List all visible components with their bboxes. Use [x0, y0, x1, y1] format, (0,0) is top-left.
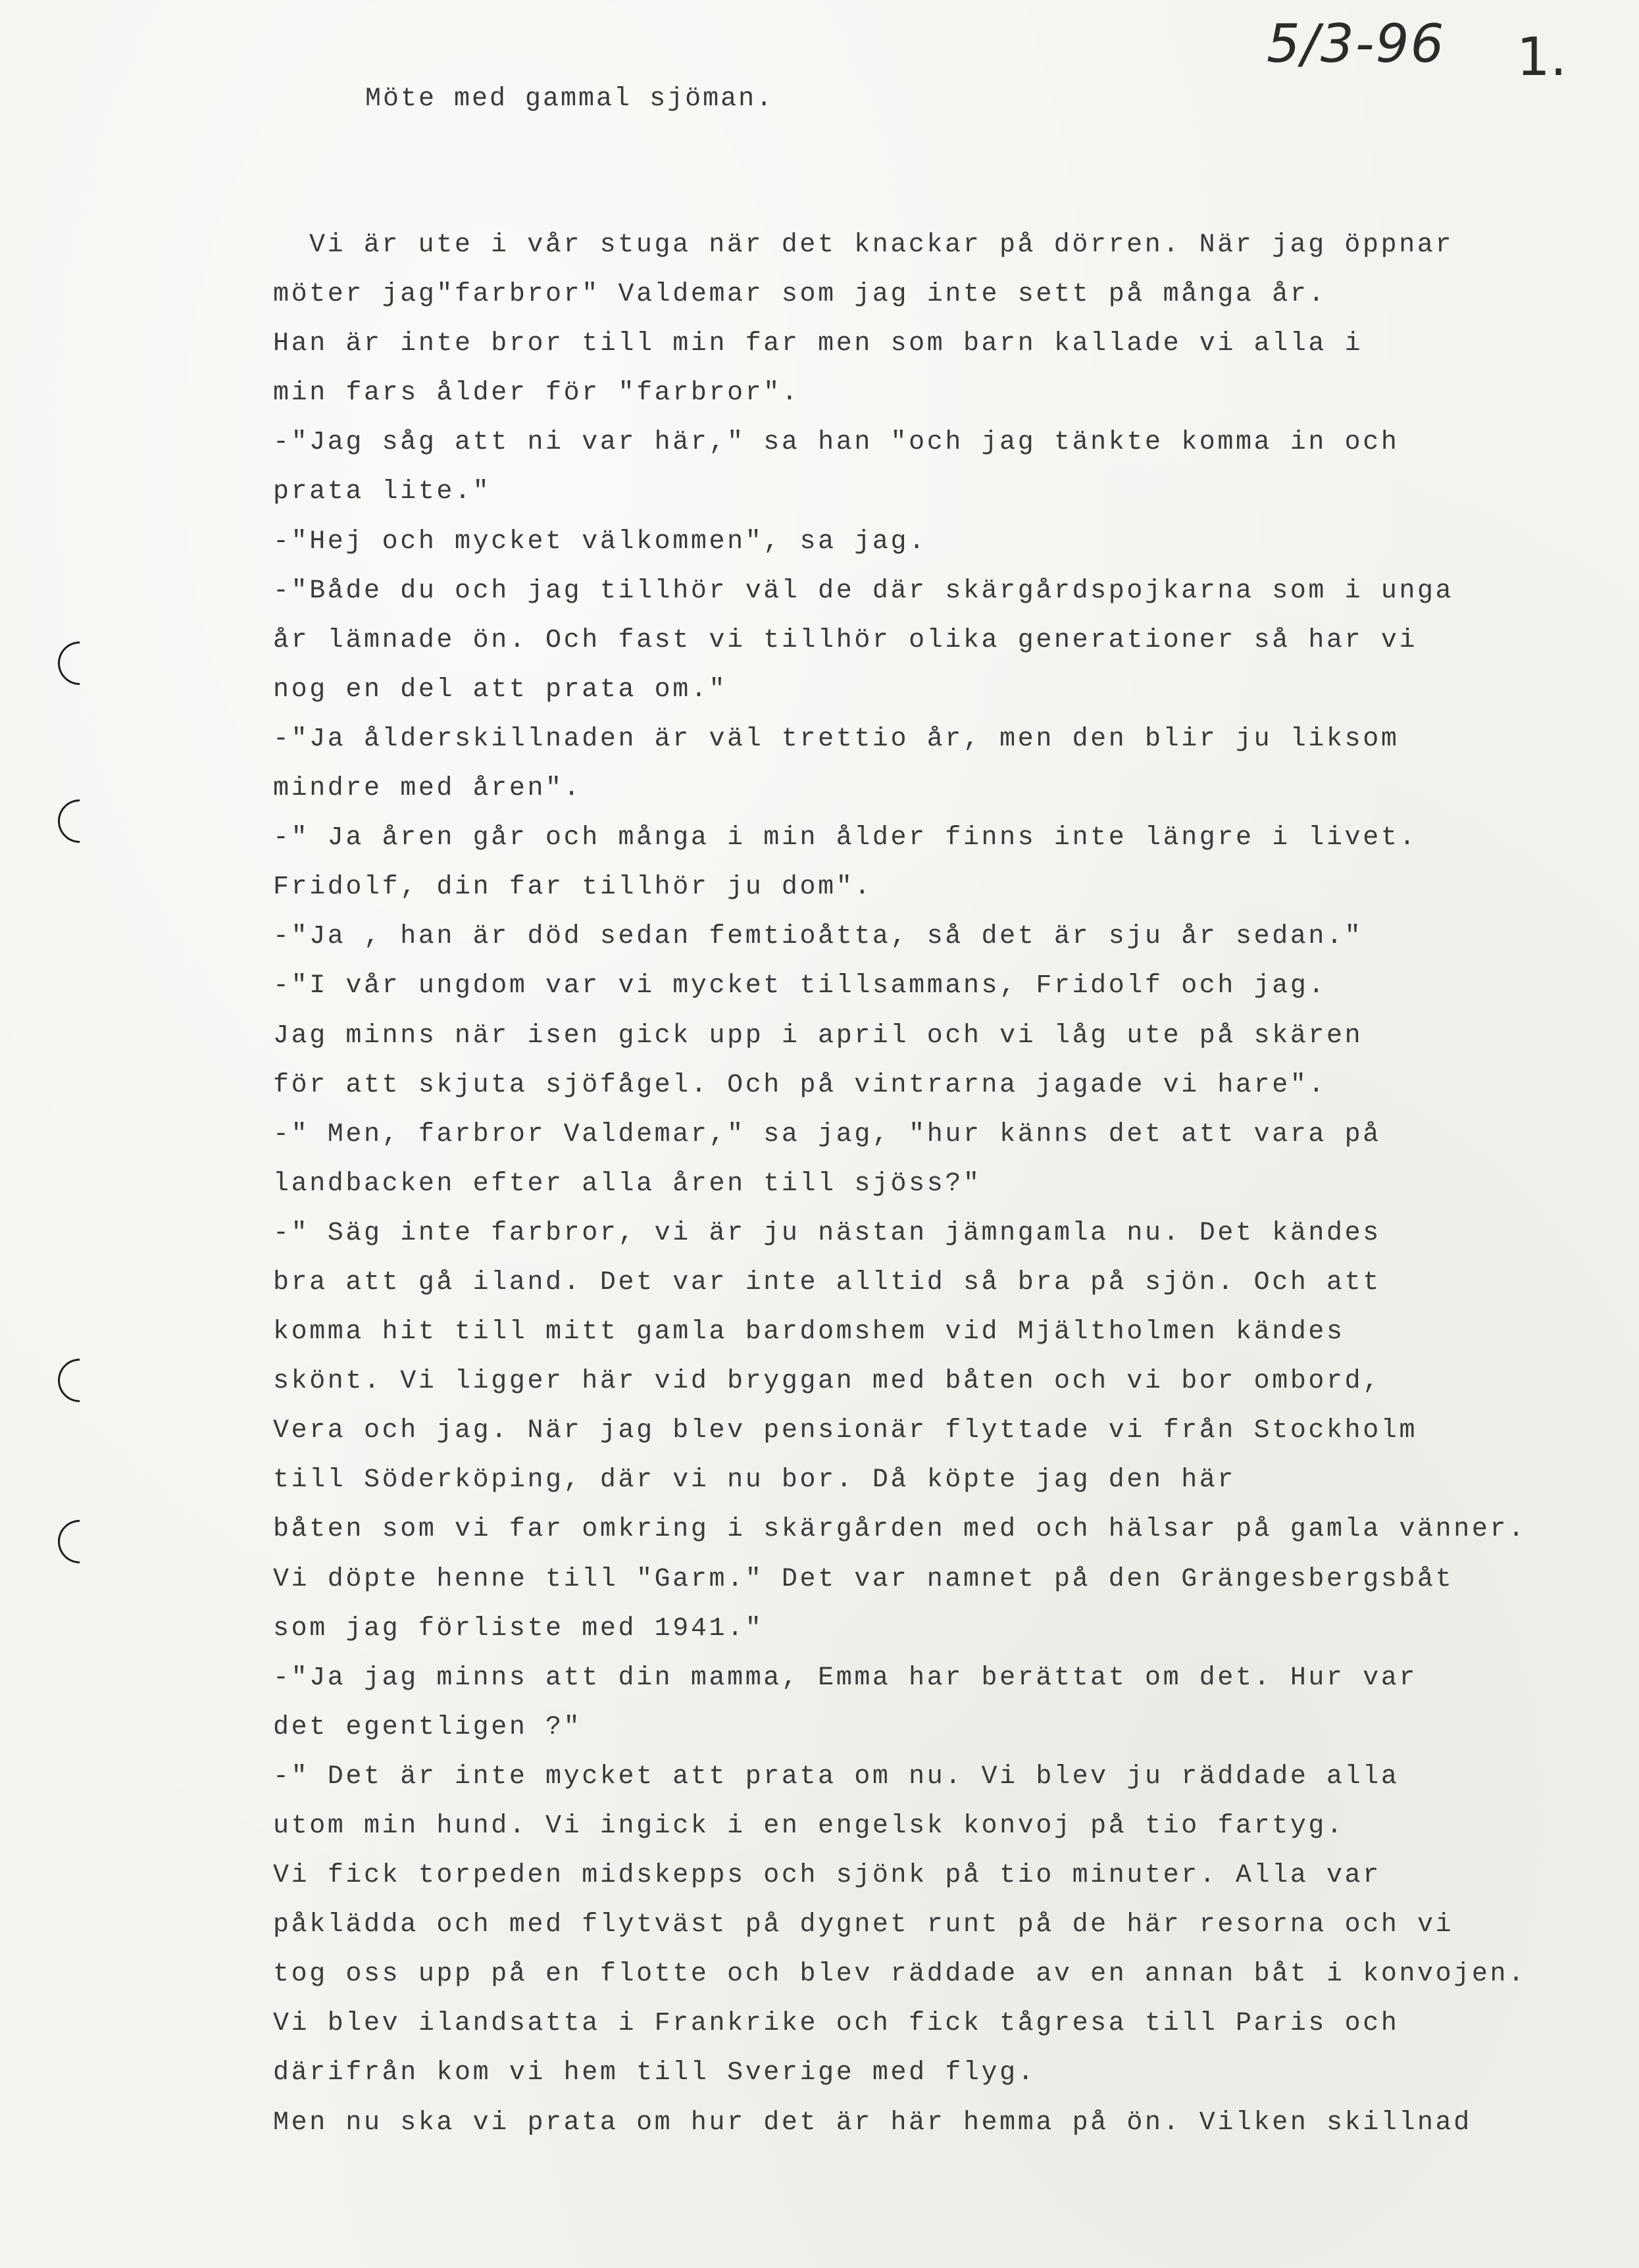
text-line: -"Både du och jag tillhör väl de där skärgårdspojkarna som i unga: [273, 576, 1454, 606]
text-line: -" Men, farbror Valdemar," sa jag, "hur känns det att vara på: [273, 1119, 1381, 1149]
text-line: utom min hund. Vi ingick i en engelsk konvoj på tio fartyg.: [273, 1811, 1345, 1841]
punch-hole: [49, 790, 110, 851]
text-line: -"I vår ungdom var vi mycket tillsammans, Fridolf och jag.: [273, 971, 1327, 1001]
punch-hole: [49, 1511, 110, 1572]
typed-body-text: [273, 220, 1556, 2148]
punch-hole: [49, 1349, 110, 1411]
text-line: min fars ålder för "farbror".: [273, 378, 800, 409]
text-line: påklädda och med flytväst på dygnet runt på de här resorna och vi: [273, 1910, 1454, 1940]
text-line: Han är inte bror till min far men som barn kallade vi alla i: [273, 329, 1363, 359]
text-line: -"Ja , han är död sedan femtioåtta, så det är sju år sedan.": [273, 922, 1363, 952]
text-line: Vi är ute i vår stuga när det knackar på dörren. När jag öppnar: [309, 230, 1454, 260]
handwritten-date: 5/3-96: [1267, 13, 1446, 74]
text-line: mindre med åren".: [273, 774, 582, 804]
text-line: komma hit till mitt gamla bardomshem vid Mjältholmen kändes: [273, 1317, 1345, 1348]
text-line: tog oss upp på en flotte och blev räddade av en annan båt i konvojen.: [273, 1959, 1526, 1990]
text-line: Vi blev ilandsatta i Frankrike och fick tågresa till Paris och: [273, 2009, 1399, 2039]
text-line: som jag förliste med 1941.": [273, 1613, 764, 1644]
text-line: prata lite.": [273, 477, 492, 507]
text-line: år lämnade ön. Och fast vi tillhör olika generationer så har vi: [273, 625, 1418, 655]
text-line: -"Ja ålderskillnaden är väl trettio år, men den blir ju liksom: [273, 724, 1399, 754]
text-line: båten som vi far omkring i skärgården med och hälsar på gamla vänner.: [273, 1515, 1526, 1545]
text-line: Vi döpte henne till "Garm." Det var namnet på den Grängesbergsbåt: [273, 1564, 1454, 1594]
text-line: -" Det är inte mycket att prata om nu. Vi blev ju räddade alla: [273, 1761, 1399, 1792]
text-line: möter jag"farbror" Valdemar som jag inte sett på många år.: [273, 280, 1327, 310]
text-line: -"Hej och mycket välkommen", sa jag.: [273, 526, 927, 557]
text-line: nog en del att prata om.": [273, 674, 728, 705]
text-line: -"Jag såg att ni var här," sa han "och jag tänkte komma in och: [273, 428, 1399, 458]
text-line: skönt. Vi ligger här vid bryggan med båten och vi bor ombord,: [273, 1367, 1381, 1397]
text-line: Men nu ska vi prata om hur det är här hemma på ön. Vilken skillnad: [273, 2107, 1472, 2138]
text-line: bra att gå iland. Det var inte alltid så bra på sjön. Och att: [273, 1267, 1381, 1298]
handwritten-page-number: 1.: [1517, 26, 1567, 88]
text-line: Jag minns när isen gick upp i april och vi låg ute på skären: [273, 1021, 1363, 1051]
text-line: -" Säg inte farbror, vi är ju nästan jämngamla nu. Det kändes: [273, 1218, 1381, 1248]
text-line: landbacken efter alla åren till sjöss?": [273, 1169, 982, 1199]
punch-hole: [49, 632, 110, 693]
text-line: Vi fick torpeden midskepps och sjönk på tio minuter. Alla var: [273, 1861, 1381, 1891]
text-line: Vera och jag. När jag blev pensionär flyttade vi från Stockholm: [273, 1416, 1418, 1446]
text-line: -" Ja åren går och många i min ålder finns inte längre i livet.: [273, 823, 1418, 853]
document-title: Möte med gammal sjöman.: [365, 84, 774, 114]
text-line: -"Ja jag minns att din mamma, Emma har berättat om det. Hur var: [273, 1663, 1418, 1693]
text-line: det egentligen ?": [273, 1712, 582, 1742]
text-line: Fridolf, din far tillhör ju dom".: [273, 872, 872, 903]
text-line: till Söderköping, där vi nu bor. Då köpte jag den här: [273, 1465, 1236, 1496]
text-line: för att skjuta sjöfågel. Och på vintrarna jagade vi hare".: [273, 1070, 1327, 1100]
text-line: därifrån kom vi hem till Sverige med flyg.: [273, 2058, 1036, 2088]
